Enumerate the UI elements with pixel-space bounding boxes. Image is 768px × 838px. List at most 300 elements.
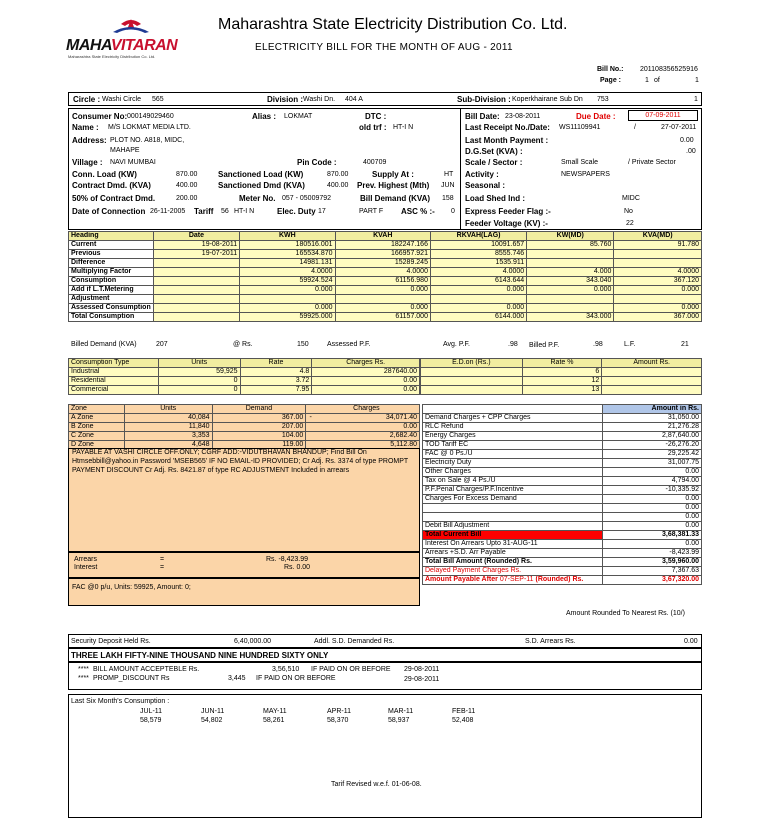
addl-sd-label: Addl. S.D. Demanded Rs. (314, 638, 395, 645)
readings-table (68, 231, 702, 322)
readings-cell: 59924.524 (240, 277, 335, 286)
charges-row (423, 468, 702, 477)
message-text: PAYABLE AT VASHI CIRCLE OFF.ONLY; CGRF ADD:-VIDUTBHAVAN BHANDUP; Find Bill On Htmsebbill@yahoo.in Password 'MSEB565' IF NO EMAIL-ID PROVIDED; Cr Adj. Rs. 3374 of type PROMPT PAYMENT DISCOUNT Cr Adj. Rs. 8421.87 of type RC ADJUSTMENT Included in arrears (72, 449, 409, 474)
zone-cell: 5,112.80 (314, 441, 420, 450)
address-line1: PLOT NO. A818, MIDC, (110, 137, 185, 144)
page-label: Page : (600, 77, 622, 84)
tariff-code: HT-I N (234, 208, 255, 215)
total-bill-value: 3,59,960.00 (602, 558, 701, 567)
readings-cell: 182247.166 (335, 241, 430, 250)
part-value: PART F (359, 208, 384, 215)
history-value: 58,579 (140, 717, 162, 724)
last-receipt-date: 27-07-2011 (661, 124, 697, 131)
readings-cell: 0.000 (430, 286, 526, 295)
fifty-label: 50% of Contract Dmd. (72, 194, 156, 203)
arrears-value: Rs. -8,423.99 (266, 556, 309, 563)
conn-load-label: Conn. Load (KW) (72, 170, 137, 179)
division-value: Washi Dn. (303, 96, 336, 103)
zone-table (68, 404, 420, 450)
charges-amount: 0.00 (602, 495, 701, 504)
name-value: M/S LOKMAT MEDIA LTD. (108, 124, 191, 131)
ctype-cell: Industrial (69, 368, 159, 377)
bill-date-value: 23-08-2011 (505, 113, 541, 120)
readings-cell: 0.000 (430, 304, 526, 313)
charges-row (423, 414, 702, 423)
seasonal-label: Seasonal : (465, 181, 506, 190)
zone-cell (306, 432, 314, 441)
readings-cell (153, 304, 239, 313)
ed-cell (421, 377, 523, 386)
readings-cell: Previous (69, 250, 154, 259)
readings-row (69, 259, 702, 268)
zone-cell: 11,840 (124, 423, 212, 432)
charges-amount: 31,050.00 (602, 414, 701, 423)
lf-value: 21 (681, 341, 689, 348)
col-heading: Heading (69, 232, 154, 241)
ed-header (421, 359, 702, 368)
feeder-label: Feeder Voltage (KV) :- (465, 219, 548, 228)
prev-high-label: Prev. Highest (Mth) (357, 181, 430, 190)
pin-label: Pin Code : (297, 158, 337, 167)
charges-label: Tax on Sale @ 4 Ps./U (423, 477, 603, 486)
last-payment-label: Last Month Payment : (465, 136, 549, 145)
arrears-label: Arrears (74, 556, 97, 563)
ed-cell (602, 368, 702, 377)
readings-cell: 8555.746 (430, 250, 526, 259)
ctype-cell: 0.00 (312, 386, 420, 395)
history-label: Last Six Month's Consumption : (71, 698, 170, 705)
ed-col-rate: Rate % (522, 359, 602, 368)
readings-row (69, 313, 702, 322)
charges-amount: 21,276.28 (602, 423, 701, 432)
readings-cell (614, 295, 702, 304)
ctype-cell: 7.95 (240, 386, 312, 395)
company-name: Maharashtra State Electricity Distribution Co. Ltd. (218, 16, 568, 33)
note-amount: 3,445 (228, 675, 246, 682)
bill-title: ELECTRICITY BILL FOR THE MONTH OF AUG - 2011 (255, 42, 513, 53)
consumer-divider (460, 108, 461, 230)
sanc-dmd-value: 400.00 (327, 182, 349, 189)
charges-amount: 2,87,640.00 (602, 432, 701, 441)
elec-duty-value: 17 (318, 208, 326, 215)
charges-label: Energy Charges (423, 432, 603, 441)
ctype-cell: 0 (158, 386, 240, 395)
charges-row (423, 513, 702, 522)
due-date-label: Due Date : (576, 112, 616, 121)
last-receipt-label: Last Receipt No./Date: (465, 123, 550, 132)
circle-label: Circle : (73, 95, 101, 104)
circle-value: Washi Circle (102, 96, 142, 103)
col-kvamd: KVA(MD) (614, 232, 702, 241)
dgset-value: .00 (686, 148, 696, 155)
zone-col-charges: Charges (314, 405, 420, 414)
readings-cell: 1535.911 (430, 259, 526, 268)
readings-row (69, 304, 702, 313)
readings-cell (153, 295, 239, 304)
scale-value: Small Scale (561, 159, 598, 166)
readings-cell: 4.0000 (335, 268, 430, 277)
subdivision-label: Sub-Division : (457, 95, 511, 104)
readings-cell: Total Consumption (69, 313, 154, 322)
readings-row (69, 250, 702, 259)
history-month: JUN-11 (201, 708, 225, 715)
history-month: FEB-11 (452, 708, 476, 715)
consumer-no-label: Consumer No: (72, 112, 128, 121)
col-kwh: KWH (240, 232, 335, 241)
zone-cell: 34,071.40 (314, 414, 420, 423)
readings-row (69, 286, 702, 295)
address-label: Address: (72, 136, 107, 145)
readings-cell (153, 313, 239, 322)
readings-cell: Adjustment (69, 295, 154, 304)
meter-value: 057 - 05009792 (282, 195, 332, 202)
ctype-cell: 3.72 (240, 377, 312, 386)
readings-cell: 19-07-2011 (153, 250, 239, 259)
elec-duty-label: Elec. Duty (277, 207, 316, 216)
readings-cell (527, 295, 614, 304)
history-value: 58,370 (327, 717, 349, 724)
due-date-value: 07-09-2011 (628, 110, 698, 121)
history-month: JUL-11 (140, 708, 163, 715)
ctype-cell: 287640.00 (312, 368, 420, 377)
sanc-load-label: Sanctioned Load (KW) (218, 170, 304, 179)
avg-pf-label: Avg. P.F. (443, 341, 470, 348)
charges-amount: 0.00 (602, 513, 701, 522)
charges-row (423, 450, 702, 459)
consumer-no: 000149029460 (127, 113, 174, 120)
note-date: 29-08-2011 (404, 666, 440, 673)
assessed-pf-label: Assessed P.F. (327, 341, 371, 348)
readings-cell: 4.0000 (240, 268, 335, 277)
note-cond: IF PAID ON OR BEFORE (311, 666, 391, 673)
ctype-col-charges: Charges Rs. (312, 359, 420, 368)
ctype-cell: Residential (69, 377, 159, 386)
ed-row (421, 377, 702, 386)
total-current-value: 3,68,381.33 (602, 531, 701, 540)
interest-arrears-value: 0.00 (602, 540, 701, 549)
arrears-sd-label: Arrears +S.D. Arr Payable (423, 549, 603, 558)
charges-row (423, 441, 702, 450)
logo-vitaran: VITARAN (110, 37, 178, 54)
doc-label: Date of Connection (72, 207, 146, 216)
contract-value: 400.00 (176, 182, 198, 189)
ctype-cell: 0 (158, 377, 240, 386)
note-stars: **** (78, 666, 89, 673)
footer-note: Tarif Revised w.e.f. 01-06-08. (331, 781, 422, 788)
fac-box (68, 578, 420, 606)
last-receipt-no: WS11109941 (559, 124, 601, 131)
zone-header (69, 405, 420, 414)
history-month: MAY-11 (263, 708, 287, 715)
sd-arrears-value: 0.00 (684, 638, 698, 645)
readings-cell: 6144.000 (430, 313, 526, 322)
name-label: Name : (72, 123, 99, 132)
charges-label: FAC @ 0 Ps./U (423, 450, 603, 459)
charges-row (423, 495, 702, 504)
bill-dmd-label: Bill Demand (KVA) (360, 194, 431, 203)
zone-row (69, 414, 420, 423)
ed-row (421, 386, 702, 395)
zone-cell: 4,648 (124, 441, 212, 450)
charges-label: RLC Refund (423, 423, 603, 432)
interest-eq: = (160, 564, 165, 571)
note-amount: 3,56,510 (272, 666, 300, 673)
asc-value: 0 (451, 208, 455, 215)
interest-arrears-row (423, 540, 702, 549)
interest-arrears-label: Interest On Arrears Upto 31-AUG-11 (423, 540, 603, 549)
ed-table (420, 358, 702, 395)
payable-after-suffix: (Rounded) Rs. (535, 576, 584, 583)
ed-row (421, 368, 702, 377)
readings-cell: 4.0000 (430, 268, 526, 277)
readings-cell: 0.000 (240, 304, 335, 313)
readings-cell: 0.000 (335, 304, 430, 313)
activity-label: Activity : (465, 170, 499, 179)
history-value: 58,937 (388, 717, 410, 724)
ctype-col-rate: Rate (240, 359, 312, 368)
sd-arrears-label: S.D. Arrears Rs. (525, 638, 576, 645)
readings-cell: 0.000 (614, 286, 702, 295)
supply-at-label: Supply At : (372, 170, 414, 179)
billed-pf-value: .98 (593, 341, 603, 348)
readings-cell: 10091.657 (430, 241, 526, 250)
bill-dmd-value: 158 (442, 195, 454, 202)
sanc-dmd-label: Sanctioned Dmd (KVA) (218, 181, 305, 190)
ctype-cell: 0.00 (312, 377, 420, 386)
payable-after-row (423, 576, 702, 585)
col-kvah: KVAH (335, 232, 430, 241)
interest-value: Rs. 0.00 (284, 564, 311, 571)
history-box (68, 694, 702, 818)
readings-cell (335, 295, 430, 304)
ctype-cell: 59,925 (158, 368, 240, 377)
readings-row (69, 241, 702, 250)
billed-pf-label: Billed P.F. (529, 342, 560, 349)
payable-after-value: 3,67,320.00 (602, 576, 701, 585)
delayed-value: 7,367.63 (602, 567, 701, 576)
readings-cell (430, 295, 526, 304)
charges-label (423, 513, 603, 522)
charges-row (423, 459, 702, 468)
history-value: 52,408 (452, 717, 474, 724)
logo-maha: MAHA (66, 37, 111, 54)
readings-row (69, 277, 702, 286)
arrears-sd-value: -8,423.99 (602, 549, 701, 558)
readings-cell: 6143.644 (430, 277, 526, 286)
sanc-load-value: 870.00 (327, 171, 349, 178)
ctype-col-type: Consumption Type (69, 359, 159, 368)
page-current: 1 (645, 77, 649, 84)
ctype-row (69, 368, 420, 377)
readings-cell: 0.000 (527, 286, 614, 295)
col-date: Date (153, 232, 239, 241)
subdivision-value: Koperkhairane Sub Dn (512, 96, 583, 103)
readings-cell: 165534.870 (240, 250, 335, 259)
doc-value: 26-11-2005 (150, 208, 186, 215)
conn-load-value: 870.00 (176, 171, 198, 178)
readings-cell: Current (69, 241, 154, 250)
readings-cell: 15289.245 (335, 259, 430, 268)
last-payment-value: 0.00 (680, 137, 694, 144)
zone-col-zone: Zone (69, 405, 125, 414)
total-current-label: Total Current Bill (423, 531, 603, 540)
pin-value: 400709 (363, 159, 387, 166)
charges-label: Electricity Duty (423, 459, 603, 468)
page-of: of (654, 77, 660, 84)
readings-row (69, 295, 702, 304)
ed-cell (602, 377, 702, 386)
delayed-row (423, 567, 702, 576)
ed-cell: 13 (522, 386, 602, 395)
ed-cell: 12 (522, 377, 602, 386)
dtc-label: DTC : (365, 112, 387, 121)
total-bill-label: Total Bill Amount (Rounded) Rs. (423, 558, 603, 567)
readings-cell: 0.000 (614, 304, 702, 313)
charges-row (423, 423, 702, 432)
bill-no-value: 201108356525916 (640, 66, 698, 73)
ed-cell (421, 368, 523, 377)
readings-cell (527, 259, 614, 268)
readings-row (69, 268, 702, 277)
readings-cell (153, 259, 239, 268)
readings-cell (153, 268, 239, 277)
dgset-label: D.G.Set (KVA) : (465, 147, 523, 156)
delayed-label: Delayed Payment Charges Rs. (423, 567, 603, 576)
charges-label: Debit Bill Adjustment (423, 522, 603, 531)
readings-cell (527, 304, 614, 313)
readings-cell: 4.000 (527, 268, 614, 277)
zone-cell: 0.00 (314, 423, 420, 432)
bill-date-label: Bill Date: (465, 112, 500, 121)
village-value: NAVI MUMBAI (110, 159, 156, 166)
ctype-col-units: Units (158, 359, 240, 368)
readings-cell: 61157.000 (335, 313, 430, 322)
note-cond: IF PAID ON OR BEFORE (256, 675, 336, 682)
charges-label (423, 504, 603, 513)
readings-cell: Assessed Consumption (69, 304, 154, 313)
old-trf-label: old trf : (359, 123, 387, 132)
charges-amount: 0.00 (602, 504, 701, 513)
zone-cell: 119.00 (212, 441, 306, 450)
readings-cell: 91.780 (614, 241, 702, 250)
charges-amount: 0.00 (602, 468, 701, 477)
ed-cell (421, 386, 523, 395)
billed-demand-label: Billed Demand (KVA) (71, 341, 137, 348)
history-value: 54,802 (201, 717, 223, 724)
history-value: 58,261 (263, 717, 285, 724)
express-label: Express Feeder Flag :- (465, 207, 551, 216)
charges-row (423, 504, 702, 513)
readings-cell: 85.760 (527, 241, 614, 250)
col-kwmd: KW(MD) (527, 232, 614, 241)
interest-label: Interest (74, 564, 98, 571)
old-trf-value: HT-I N (393, 124, 414, 131)
readings-cell: 59925.000 (240, 313, 335, 322)
loadshed-value: MIDC (622, 195, 640, 202)
charges-label: Charges For Excess Demand (423, 495, 603, 504)
charges-table (422, 404, 702, 585)
meter-label: Meter No. (239, 194, 276, 203)
readings-cell (153, 277, 239, 286)
readings-cell: 180516.001 (240, 241, 335, 250)
readings-cell: Consumption (69, 277, 154, 286)
activity-value: NEWSPAPERS (561, 171, 610, 178)
charges-amount: 0.00 (602, 522, 701, 531)
readings-cell (527, 250, 614, 259)
readings-cell: 343.000 (527, 313, 614, 322)
total-bill-row (423, 558, 702, 567)
zone-cell: 2,682.40 (314, 432, 420, 441)
sector-value: / Private Sector (628, 159, 676, 166)
arrears-box (68, 552, 420, 578)
ed-col-on: E.D.on (Rs.) (421, 359, 523, 368)
charges-amount: 29,225.42 (602, 450, 701, 459)
tariff-value: 56 (221, 208, 229, 215)
amount-in-words: THREE LAKH FIFTY-NINE THOUSAND NINE HUNDRED SIXTY ONLY (71, 651, 329, 660)
page-total: 1 (695, 77, 699, 84)
zone-cell: 104.00 (212, 432, 306, 441)
charges-amount: 4,794.00 (602, 477, 701, 486)
readings-cell: 343.040 (527, 277, 614, 286)
zone-col-demand: Demand (212, 405, 306, 414)
charges-label: TOD Tariff EC (423, 441, 603, 450)
division-label: Division : (267, 95, 304, 104)
zone-cell: B Zone (69, 423, 125, 432)
ctype-row (69, 386, 420, 395)
readings-cell: 0.000 (335, 286, 430, 295)
readings-cell (614, 259, 702, 268)
ed-cell: 6 (522, 368, 602, 377)
zone-cell: A Zone (69, 414, 125, 423)
charges-amount: 31,007.75 (602, 459, 701, 468)
readings-cell (614, 250, 702, 259)
zone-cell: 207.00 (212, 423, 306, 432)
zone-cell: C Zone (69, 432, 125, 441)
note-label: BILL AMOUNT ACCEPTEBLE Rs. (93, 666, 200, 673)
lf-label: L.F. (624, 341, 636, 348)
alias-value: LOKMAT (284, 113, 313, 120)
address-line2: MAHAPE (110, 147, 140, 154)
circle-right-num: 1 (694, 96, 698, 103)
payable-after-date: 07-SEP-11 (499, 576, 534, 583)
charges-header (423, 405, 702, 414)
alias-label: Alias : (252, 112, 277, 121)
fifty-value: 200.00 (176, 195, 198, 202)
at-rs-value: 150 (297, 341, 309, 348)
at-rs-label: @ Rs. (233, 341, 253, 348)
sd-label: Security Deposit Held Rs. (71, 638, 151, 645)
subdivision-code: 753 (597, 96, 609, 103)
zone-cell: D Zone (69, 441, 125, 450)
readings-cell: 0.000 (240, 286, 335, 295)
arrears-eq: = (160, 556, 165, 563)
billed-demand-value: 207 (156, 341, 168, 348)
readings-cell (153, 286, 239, 295)
zone-cell: - (306, 414, 314, 423)
avg-pf-value: .98 (508, 341, 518, 348)
note-label: PROMP_DISCOUNT Rs (93, 675, 170, 682)
col-rkvah: RKVAH(LAG) (430, 232, 526, 241)
zone-cell: 40,084 (124, 414, 212, 423)
readings-header (69, 232, 702, 241)
scale-label: Scale / Sector : (465, 158, 523, 167)
readings-cell: 367.120 (614, 277, 702, 286)
zone-cell: 367.00 (212, 414, 306, 423)
readings-cell: 166957.921 (335, 250, 430, 259)
tariff-label: Tariff (194, 207, 214, 216)
ed-cell (602, 386, 702, 395)
charges-row (423, 432, 702, 441)
